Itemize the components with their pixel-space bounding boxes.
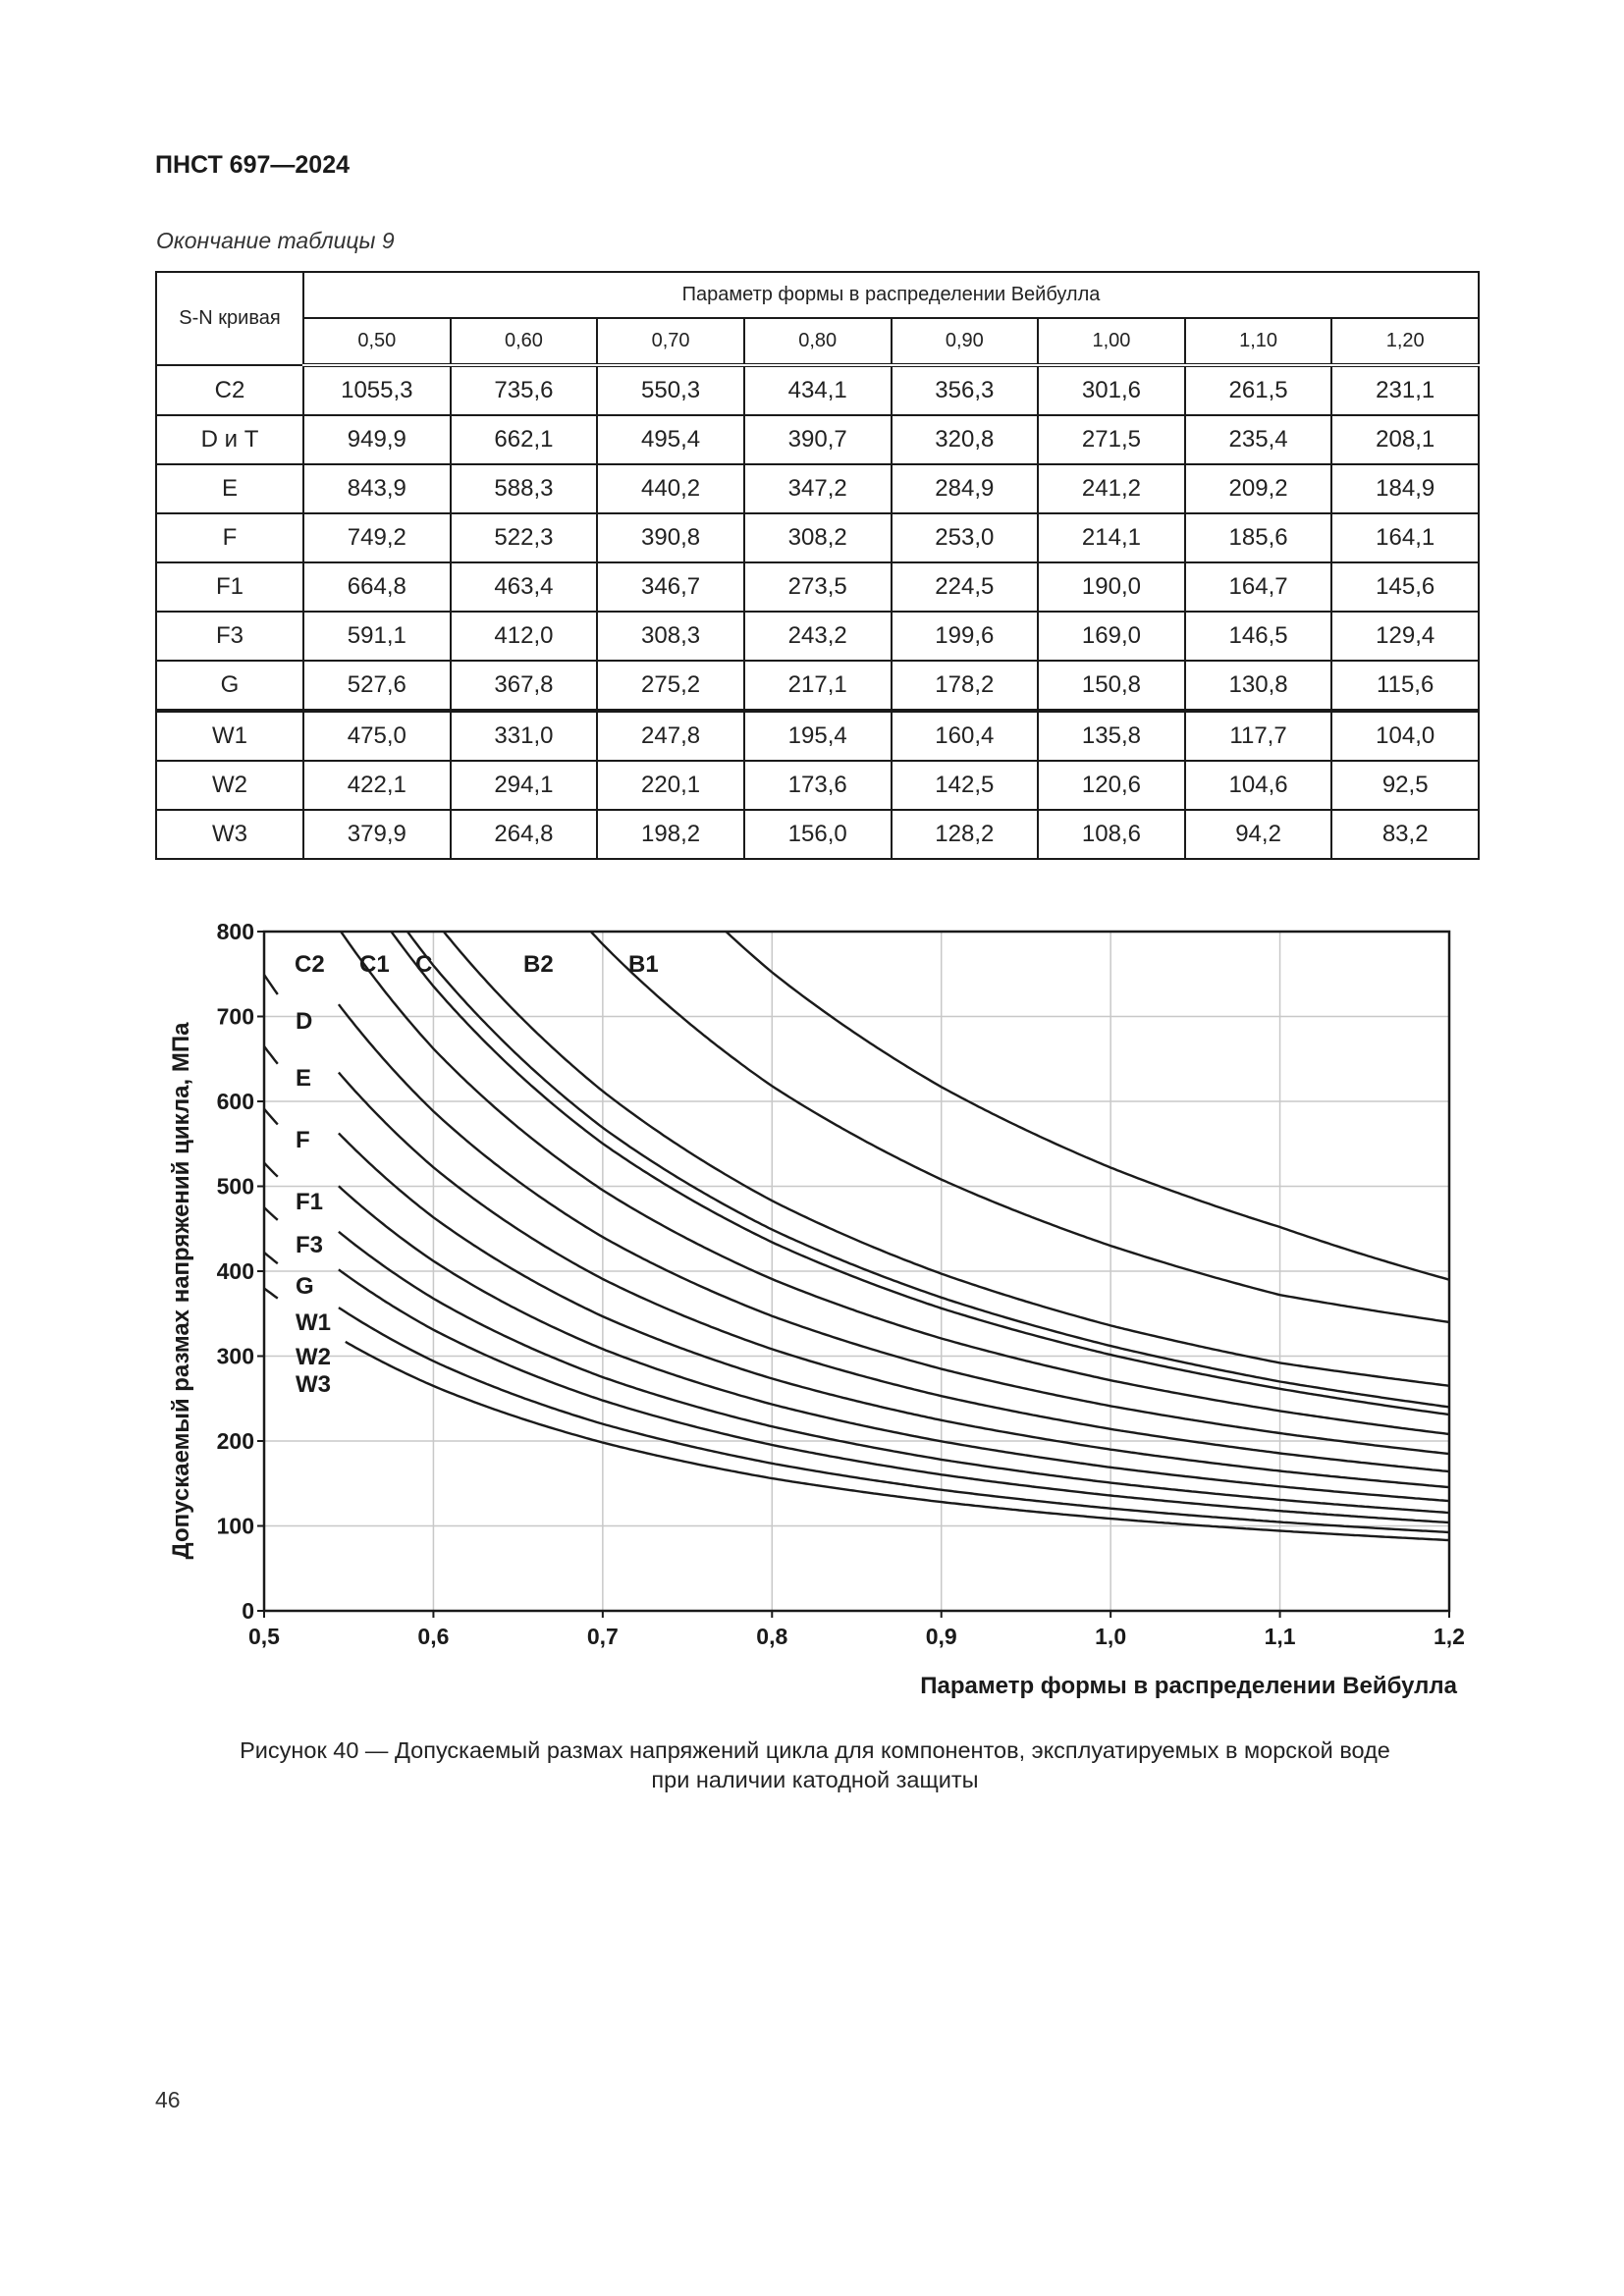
series-label: F	[296, 1127, 310, 1153]
table-continuation-caption: Окончание таблицы 9	[156, 228, 395, 253]
series-path	[563, 899, 1450, 1322]
y-tick-label: 300	[216, 1343, 254, 1369]
column-header: 0,80	[744, 318, 892, 365]
value-cell: 522,3	[451, 513, 598, 562]
value-cell: 190,0	[1038, 562, 1185, 612]
x-tick-label: 0,6	[417, 1624, 450, 1649]
series-label: D	[296, 1008, 313, 1035]
value-cell: 346,7	[597, 562, 744, 612]
figure-caption	[147, 1735, 1483, 1794]
y-tick-label: 0	[242, 1598, 254, 1624]
series-path	[674, 881, 1449, 1280]
value-cell: 94,2	[1185, 810, 1332, 859]
value-cell: 271,5	[1038, 415, 1185, 464]
series-path	[264, 617, 409, 885]
series-line-C1	[264, 685, 1449, 1407]
series-path	[264, 338, 525, 854]
column-header: 0,50	[303, 318, 451, 365]
series-line-F3	[264, 1109, 1449, 1501]
value-cell: 356,3	[892, 365, 1039, 415]
series-label: G	[296, 1273, 314, 1300]
value-cell: 83,2	[1331, 810, 1479, 859]
series-label: W1	[296, 1309, 331, 1336]
value-cell: 434,1	[744, 365, 892, 415]
value-cell: 209,2	[1185, 464, 1332, 513]
curve-name-cell: D и T	[156, 415, 303, 464]
curve-name-cell: W1	[156, 711, 303, 761]
value-cell: 130,8	[1185, 661, 1332, 711]
curve-name-cell: W3	[156, 810, 303, 859]
value-cell: 308,3	[597, 612, 744, 661]
value-cell: 253,0	[892, 513, 1039, 562]
series-line-B1	[264, 57, 1449, 1280]
column-header: 0,90	[892, 318, 1039, 365]
series-label: C	[415, 951, 433, 978]
curve-name-cell: F1	[156, 562, 303, 612]
value-cell: 273,5	[744, 562, 892, 612]
x-tick-label: 0,8	[756, 1624, 788, 1649]
value-cell: 347,2	[744, 464, 892, 513]
value-cell: 142,5	[892, 761, 1039, 810]
value-cell: 195,4	[744, 711, 892, 761]
series-path	[339, 1308, 1449, 1532]
value-cell: 198,2	[597, 810, 744, 859]
column-header: 0,70	[597, 318, 744, 365]
value-cell: 949,9	[303, 415, 451, 464]
figure-caption-line1: Рисунок 40 — Допускаемый размах напряжений цикла для компонентов, эксплуатируемых в морской воде	[240, 1737, 1390, 1763]
column-header: 0,60	[451, 318, 598, 365]
value-cell: 185,6	[1185, 513, 1332, 562]
x-axis-label: Параметр формы в распределении Вейбулла	[920, 1673, 1457, 1699]
value-cell: 331,0	[451, 711, 598, 761]
column-header: 1,10	[1185, 318, 1332, 365]
value-cell: 146,5	[1185, 612, 1332, 661]
value-cell: 145,6	[1331, 562, 1479, 612]
document-number: ПНСТ 697—2024	[155, 151, 350, 179]
page-number: 46	[155, 2087, 181, 2112]
series-path	[264, 1163, 278, 1177]
series-path	[264, 804, 278, 829]
series-path	[339, 929, 1449, 1434]
series-path	[264, 975, 278, 994]
value-cell: 495,4	[597, 415, 744, 464]
series-path	[264, 1207, 278, 1220]
curve-name-cell: C2	[156, 365, 303, 415]
value-cell: 390,8	[597, 513, 744, 562]
series-path	[264, 1253, 278, 1263]
curve-name-cell: W2	[156, 761, 303, 810]
value-cell: 178,2	[892, 661, 1039, 711]
series-label: F3	[296, 1232, 324, 1258]
value-cell: 320,8	[892, 415, 1039, 464]
value-cell: 184,9	[1331, 464, 1479, 513]
y-tick-label: 800	[216, 919, 254, 944]
value-cell: 1055,3	[303, 365, 451, 415]
value-cell: 412,0	[451, 612, 598, 661]
curve-name-cell: F	[156, 513, 303, 562]
y-tick-label: 700	[216, 1003, 254, 1030]
series-label: B1	[628, 951, 659, 978]
value-cell: 664,8	[303, 562, 451, 612]
value-cell: 275,2	[597, 661, 744, 711]
x-tick-label: 1,2	[1434, 1624, 1465, 1649]
value-cell: 135,8	[1038, 711, 1185, 761]
value-cell: 367,8	[451, 661, 598, 711]
series-path	[264, 715, 278, 742]
value-cell: 217,1	[744, 661, 892, 711]
value-cell: 208,1	[1331, 415, 1479, 464]
series-label: B2	[523, 951, 554, 978]
column-header: 1,20	[1331, 318, 1479, 365]
value-cell: 128,2	[892, 810, 1039, 859]
value-cell: 390,7	[744, 415, 892, 464]
value-cell: 591,1	[303, 612, 451, 661]
curve-name-cell: F3	[156, 612, 303, 661]
value-cell: 284,9	[892, 464, 1039, 513]
curve-name-cell: G	[156, 661, 303, 711]
series-label: C1	[359, 951, 390, 978]
x-tick-label: 0,9	[925, 1624, 957, 1649]
value-cell: 475,0	[303, 711, 451, 761]
value-cell: 108,6	[1038, 810, 1185, 859]
value-cell: 735,6	[451, 365, 598, 415]
value-cell: 156,0	[744, 810, 892, 859]
value-cell: 120,6	[1038, 761, 1185, 810]
y-tick-label: 500	[216, 1173, 254, 1200]
value-cell: 164,7	[1185, 562, 1332, 612]
value-cell: 463,4	[451, 562, 598, 612]
value-cell: 241,2	[1038, 464, 1185, 513]
value-cell: 247,8	[597, 711, 744, 761]
value-cell: 749,2	[303, 513, 451, 562]
value-cell: 440,2	[597, 464, 744, 513]
series-path	[339, 853, 1449, 1415]
value-cell: 104,6	[1185, 761, 1332, 810]
series-path	[264, 685, 355, 855]
value-cell: 243,2	[744, 612, 892, 661]
value-cell: 264,8	[451, 810, 598, 859]
group-header-cell: Параметр формы в распределении Вейбулла	[303, 272, 1479, 318]
value-cell: 220,1	[597, 761, 744, 810]
value-cell: 588,3	[451, 464, 598, 513]
series-path	[264, 1288, 278, 1298]
series-label: W2	[296, 1344, 331, 1370]
series-label: C2	[295, 951, 325, 978]
x-tick-label: 0,7	[586, 1624, 619, 1649]
value-cell: 261,5	[1185, 365, 1332, 415]
value-cell: 169,0	[1038, 612, 1185, 661]
value-cell: 379,9	[303, 810, 451, 859]
value-cell: 92,5	[1331, 761, 1479, 810]
value-cell: 231,1	[1331, 365, 1479, 415]
value-cell: 662,1	[451, 415, 598, 464]
series-path	[264, 894, 278, 917]
figure-caption-line2: при наличии катодной защиты	[651, 1767, 979, 1792]
series-path	[437, 923, 1449, 1385]
series-label: W3	[296, 1371, 331, 1398]
value-cell: 422,1	[303, 761, 451, 810]
series-path	[264, 1109, 278, 1125]
value-cell: 164,1	[1331, 513, 1479, 562]
value-cell: 294,1	[451, 761, 598, 810]
value-cell: 235,4	[1185, 415, 1332, 464]
series-path	[339, 1269, 1449, 1522]
y-tick-label: 400	[216, 1258, 254, 1284]
value-cell: 214,1	[1038, 513, 1185, 562]
y-tick-label: 200	[216, 1428, 254, 1454]
value-cell: 150,8	[1038, 661, 1185, 711]
value-cell: 117,7	[1185, 711, 1332, 761]
series-path	[264, 57, 633, 836]
value-cell: 308,2	[744, 513, 892, 562]
series-label: E	[296, 1065, 312, 1092]
value-cell: 550,3	[597, 365, 744, 415]
series-line-C2	[264, 715, 1449, 1415]
y-tick-label: 600	[216, 1089, 254, 1114]
value-cell: 843,9	[303, 464, 451, 513]
column-header: 1,00	[1038, 318, 1185, 365]
x-tick-label: 0,5	[248, 1624, 280, 1649]
value-cell: 115,6	[1331, 661, 1479, 711]
value-cell: 199,6	[892, 612, 1039, 661]
curve-name-cell: E	[156, 464, 303, 513]
x-tick-label: 1,0	[1095, 1624, 1127, 1649]
y-axis-label: Допускаемый размах напряжений цикла, МПа	[168, 1022, 194, 1560]
value-cell: 527,6	[303, 661, 451, 711]
value-cell: 224,5	[892, 562, 1039, 612]
row-header-cell: S-N кривая	[156, 272, 303, 365]
y-tick-label: 100	[216, 1513, 254, 1539]
value-cell: 173,6	[744, 761, 892, 810]
x-tick-label: 1,1	[1264, 1624, 1296, 1649]
value-cell: 160,4	[892, 711, 1039, 761]
value-cell: 301,6	[1038, 365, 1185, 415]
value-cell: 104,0	[1331, 711, 1479, 761]
series-path	[264, 1046, 278, 1064]
series-line-W3	[264, 1288, 1449, 1540]
value-cell: 129,4	[1331, 612, 1479, 661]
series-label: F1	[296, 1189, 324, 1215]
